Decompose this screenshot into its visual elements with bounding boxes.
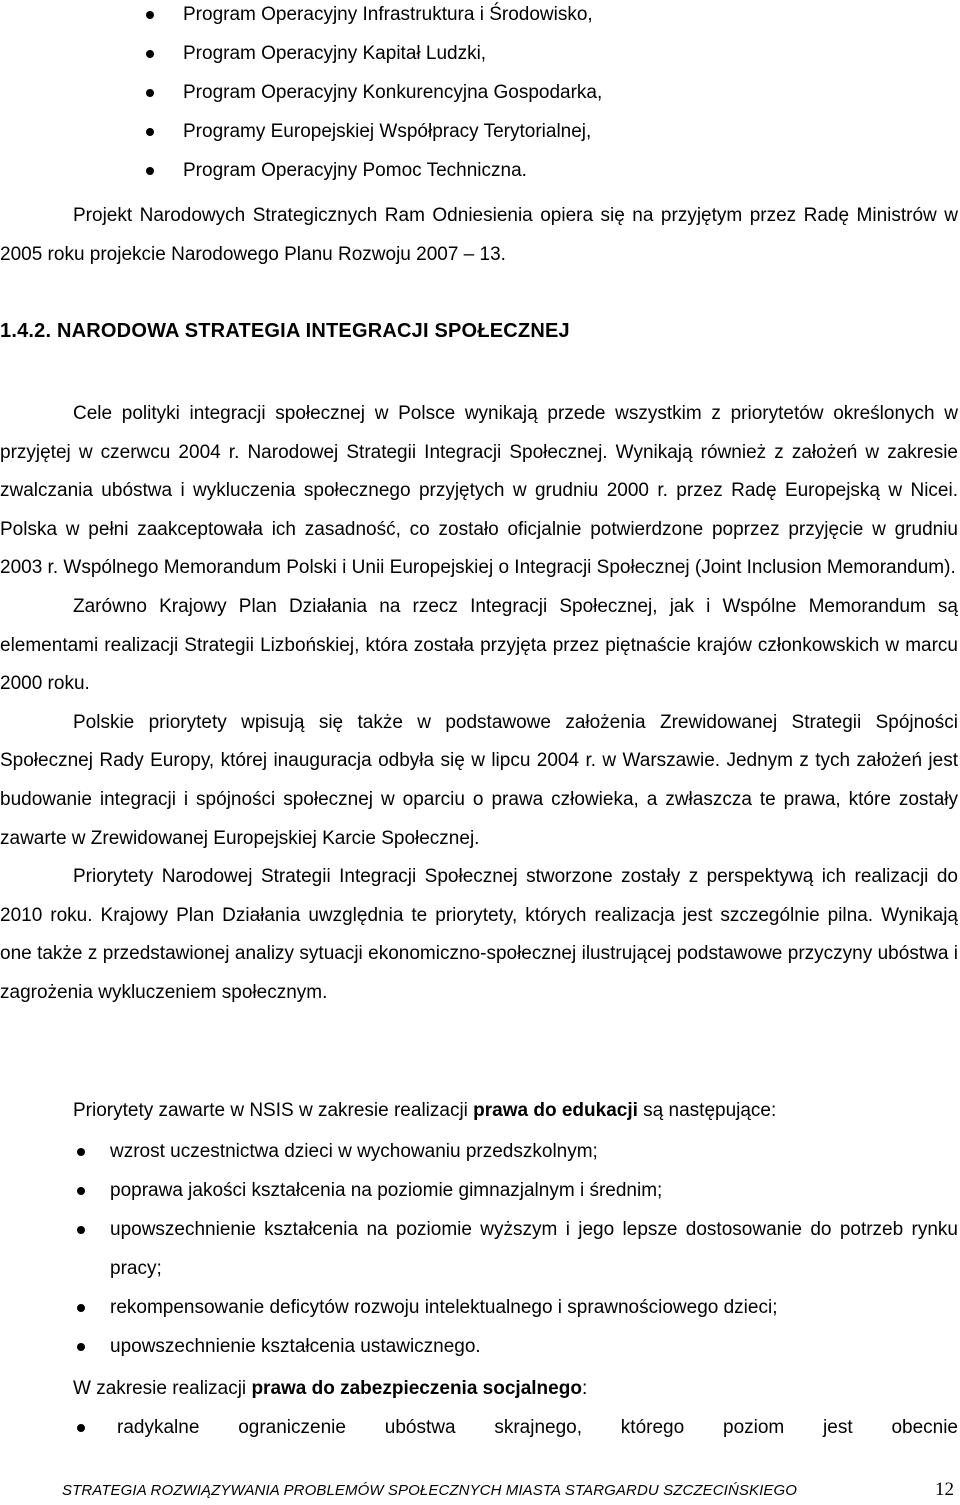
operational-programs-list <box>0 0 960 190</box>
list-item: Program Operacyjny Kapitał Ludzki, <box>0 34 960 73</box>
list-item: Programy Europejskiej Współpracy Terytorialnej, <box>0 112 960 151</box>
emphasis-prawa-do-zabezpieczenia: prawa do zabezpieczenia socjalnego <box>251 1378 582 1399</box>
bullet-icon <box>77 1187 85 1195</box>
list-item: wzrost uczestnictwa dzieci w wychowaniu przedszkolnym; <box>0 1132 958 1171</box>
paragraph-cele: Cele polityki integracji społecznej w Polsce wynikają przede wszystkim z priorytetów określonych w przyjętej w czerwcu 2004 r. Narodowej Strategii Integracji Społecznej. Wynikają również z założeń w zakresie zwalczania ubóstwa i wykluczenia społecznego przyjętych w grudniu 2000 r. przez Radę Europejską w Nicei. Polska w pełni zaakceptowała ich zasadność, co zostało oficjalnie potwierdzone poprzez przyjęcie w grudniu 2003 r. Wspólnego Memorandum Polski i Unii Europejskiej o Integracji Społecznej (Joint Inclusion Memorandum). <box>0 403 958 579</box>
bullet-icon <box>146 167 154 175</box>
bullet-icon <box>77 1148 85 1156</box>
list-item: upowszechnienie kształcenia ustawicznego. <box>0 1327 958 1366</box>
bullet-icon <box>77 1424 85 1432</box>
bullet-icon <box>77 1226 85 1234</box>
bullet-icon <box>146 89 154 97</box>
body-text <box>0 395 958 1013</box>
list-item: upowszechnienie kształcenia na poziomie wyższym i jego lepsze dostosowanie do potrzeb rynku pracy; <box>0 1210 958 1288</box>
paragraph-priorytety: Priorytety Narodowej Strategii Integracji Społecznej stworzone zostały z perspektywą ich realizacji do 2010 roku. Krajowy Plan Działania uwzględnia te priorytety, których realizacja jest szczególnie pilna. Wynikają one także z przedstawionej analizy sytuacji ekonomiczno-społecznej ilustrującej podstawowe przyczyny ubóstwa i zagrożenia wykluczeniem społecznym. <box>0 866 958 1003</box>
page-number: 12 <box>935 1479 954 1500</box>
list-item: Program Operacyjny Konkurencyjna Gospodarka, <box>0 73 960 112</box>
footer-title: STRATEGIA ROZWIĄZYWANIA PROBLEMÓW SPOŁECZNYCH MIASTA STARGARDU SZCZECIŃSKIEGO <box>62 1482 797 1499</box>
paragraph-socjalne: W zakresie realizacji prawa do zabezpieczenia socjalnego: <box>73 1378 588 1399</box>
bullet-icon <box>146 11 154 19</box>
list-item: rekompensowanie deficytów rozwoju intelektualnego i sprawnościowego dzieci; <box>0 1288 958 1327</box>
emphasis-prawa-do-edukacji: prawa do edukacji <box>473 1100 638 1121</box>
list-item: Program Operacyjny Pomoc Techniczna. <box>0 151 960 190</box>
list-item: Program Operacyjny Infrastruktura i Środowisko, <box>0 0 960 34</box>
footer-divider <box>0 1476 960 1477</box>
bullet-icon <box>146 128 154 136</box>
paragraph-nsis: Priorytety zawarte w NSIS w zakresie realizacji prawa do edukacji są następujące: <box>73 1100 777 1121</box>
list-item: poprawa jakości kształcenia na poziomie gimnazjalnym i średnim; <box>0 1171 958 1210</box>
bullet-icon <box>77 1304 85 1312</box>
education-priorities-list <box>0 1132 958 1366</box>
paragraph-zarowno: Zarówno Krajowy Plan Działania na rzecz Integracji Społecznej, jak i Wspólne Memorandum są elementami realizacji Strategii Lizbońskiej, która została przyjęta przez piętnaście krajów członkowskich w marcu 2000 roku. <box>0 595 958 695</box>
paragraph-polskie: Polskie priorytety wpisują się także w podstawowe założenia Zrewidowanej Strategii Spójności Społecznej Rady Europy, której inauguracja odbyła się w lipcu 2004 r. w Warszawie. Jednym z tych założeń jest budowanie integracji i spójności społecznej w oparciu o prawa człowieka, a zwłaszcza te prawa, które zostały zawarte w Zrewidowanej Europejskiej Karcie Społecznej. <box>0 711 958 849</box>
bullet-icon <box>77 1343 85 1351</box>
bullet-icon <box>146 50 154 58</box>
social-security-list <box>0 1408 958 1447</box>
paragraph-projekt: Projekt Narodowych Strategicznych Ram Odniesienia opiera się na przyjętym przez Radę Ministrów w 2005 roku projekcie Narodowego Planu Rozwoju 2007 – 13. <box>0 205 958 265</box>
list-item: radykalne ograniczenie ubóstwa skrajnego, którego poziom jest obecnie <box>0 1408 958 1447</box>
section-heading: 1.4.2. NARODOWA STRATEGIA INTEGRACJI SPOŁECZNEJ <box>0 320 570 342</box>
